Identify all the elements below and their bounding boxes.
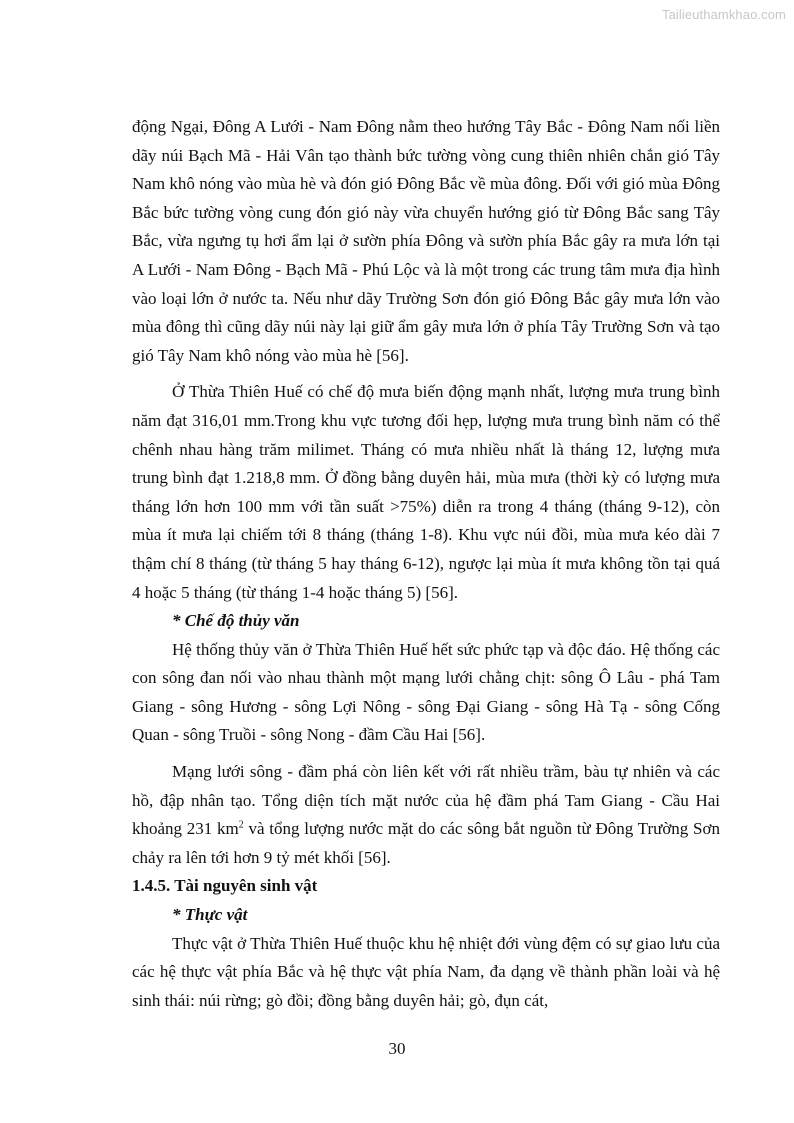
superscript-2: 2 — [238, 819, 244, 831]
subheading-flora: * Thực vật — [172, 905, 248, 925]
lagoon-text-part1: Mạng lưới sông - đầm phá còn liên kết với rất nhiều trầm, bàu tự nhiên và các hồ, đập nhân tạo. Tổng diện tích mặt nước của hệ đầm phá Tam Giang - Cầu Hai khoảng 231 km — [132, 762, 720, 839]
page-body — [132, 113, 720, 1015]
subheading-hydrology: * Chế độ thủy văn — [172, 611, 300, 631]
lagoon-text-part2: và tổng lượng nước mặt do các sông bắt nguồn từ Đông Trường Sơn chảy ra lên tới hơn 9 tỷ mét khối [56]. — [132, 819, 720, 867]
paragraph-climate-continued: động Ngại, Đông A Lưới - Nam Đông nằm theo hướng Tây Bắc - Đông Nam nối liền dãy núi Bạch Mã - Hải Vân tạo thành bức tường vòng cung thiên nhiên chắn gió Tây Nam khô nóng vào mùa hè và đón gió Đông Bắc về mùa đông. Đối với gió mùa Đông Bắc bức tường vòng cung đón gió này vừa chuyển hướng gió từ Đông Bắc sang Tây Bắc, vừa ngưng tụ hơi ẩm lại ở sườn phía Đông và sườn phía Bắc gây ra mưa lớn tại A Lưới - Nam Đông - Bạch Mã - Phú Lộc và là một trong các trung tâm mưa địa hình vào loại lớn ở nước ta. Nếu như dãy Trường Sơn đón gió Đông Bắc gây mưa lớn vào mùa đông thì cũng dãy núi này lại giữ ẩm gây mưa lớn ở phía Tây Trường Sơn và tạo gió Tây Nam khô nóng vào mùa hè [56]. — [132, 117, 720, 365]
paragraph-rainfall: Ở Thừa Thiên Huế có chế độ mưa biến động mạnh nhất, lượng mưa trung bình năm đạt 316,01 mm.Trong khu vực tương đối hẹp, lượng mưa trung bình năm có thể chênh nhau hàng trăm milimet. Tháng có mưa nhiều nhất là tháng 12, lượng mưa trung bình đạt 1.218,8 mm. Ở đồng bằng duyên hải, mùa mưa (thời kỳ có lượng mưa tháng lớn hơn 100 mm với tần suất >75%) diễn ra trong 4 tháng (tháng 9-12), còn mùa ít mưa lại chiếm tới 8 tháng (tháng 1-8). Khu vực núi đồi, mùa mưa kéo dài 7 thậm chí 8 tháng (từ tháng 5 hay tháng 6-12), ngược lại mùa ít mưa không tồn tại quá 4 hoặc 5 tháng (từ tháng 1-4 hoặc tháng 5) [56]. — [132, 382, 720, 602]
page-number: 30 — [388, 1039, 406, 1058]
section-heading-biological-resources: 1.4.5. Tài nguyên sinh vật — [132, 876, 318, 896]
paragraph-flora: Thực vật ở Thừa Thiên Huế thuộc khu hệ nhiệt đới vùng đệm có sự giao lưu của các hệ thực vật phía Bắc và hệ thực vật phía Nam, đa dạng về thành phần loài và hệ sinh thái: núi rừng; gò đồi; đồng bằng duyên hải; gò, đụn cát, — [132, 933, 720, 1010]
watermark-text: Tailieuthamkhao.com — [661, 7, 786, 22]
paragraph-hydrology-system: Hệ thống thủy văn ở Thừa Thiên Huế hết sức phức tạp và độc đáo. Hệ thống các con sông đan nối vào nhau thành một mạng lưới chằng chịt: sông Ô Lâu - phá Tam Giang - sông Hương - sông Lợi Nông - sông Đại Giang - sông Hà Tạ - sông Cống Quan - sông Truồi - sông Nong - đầm Cầu Hai [56]. — [132, 639, 720, 745]
paragraph-lagoon-network — [132, 758, 720, 872]
